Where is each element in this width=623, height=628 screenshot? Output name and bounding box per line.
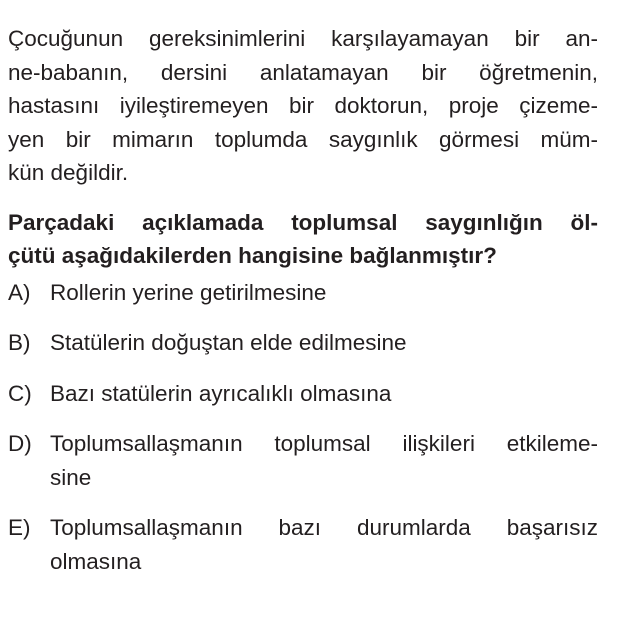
option-line: Rollerin yerine getirilmesine	[50, 279, 327, 305]
option-text	[50, 377, 598, 411]
passage-line: kün değildir.	[8, 160, 129, 185]
option-text	[50, 276, 598, 310]
answer-option-d[interactable]	[8, 427, 598, 494]
question-line: çütü aşağıdakilerden hangisine bağlanmıştır?	[8, 243, 497, 268]
passage-paragraph	[8, 22, 598, 190]
option-letter: B)	[8, 330, 31, 355]
option-letter: E)	[8, 515, 31, 540]
answer-option-e[interactable]	[8, 511, 598, 578]
option-line: Bazı statülerin ayrıcalıklı olmasına	[50, 380, 392, 406]
option-text	[50, 427, 598, 494]
option-line: sine	[50, 464, 92, 490]
option-text	[50, 326, 598, 360]
option-line: olmasına	[50, 548, 142, 574]
option-line: Toplumsallaşmanın toplumsal ilişkileri etkileme-	[50, 431, 598, 456]
passage-line: Çocuğunun gereksinimlerini karşılayamayan bir an-	[8, 26, 598, 51]
option-letter: C)	[8, 380, 32, 406]
option-line: Toplumsallaşmanın bazı durumlarda başarısız	[50, 515, 598, 540]
option-letter: A)	[8, 279, 31, 305]
question-stem	[8, 206, 598, 273]
option-letter: D)	[8, 431, 32, 456]
option-text	[50, 511, 598, 578]
question-page	[8, 22, 598, 595]
option-line: Statülerin doğuştan elde edilmesine	[50, 330, 407, 355]
question-line: Parçadaki açıklamada toplumsal saygınlığın öl-	[8, 209, 598, 235]
answer-option-c[interactable]	[8, 377, 598, 411]
passage-line: yen bir mimarın toplumda saygınlık görmesi müm-	[8, 126, 598, 152]
answer-options	[8, 276, 598, 579]
passage-line: ne-babanın, dersini anlatamayan bir öğretmenin,	[8, 59, 598, 85]
answer-option-a[interactable]	[8, 276, 598, 310]
answer-option-b[interactable]	[8, 326, 598, 360]
passage-line: hastasını iyileştiremeyen bir doktorun, proje çizeme-	[8, 93, 598, 118]
